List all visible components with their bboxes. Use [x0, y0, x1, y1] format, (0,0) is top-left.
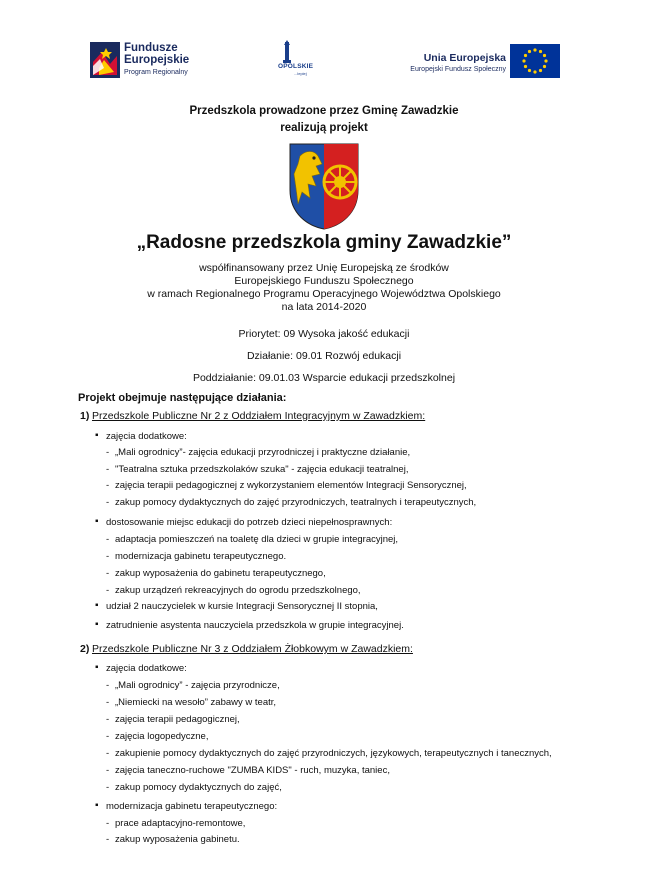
- list-item: ▪ zajęcia dodatkowe:: [106, 431, 187, 442]
- eu-flag-icon: [510, 44, 560, 78]
- list-item: ▪ dostosowanie miejsc edukacji do potrzeb dzieci niepełnosprawnych:: [106, 517, 392, 528]
- list-item: ▪ zatrudnienie asystenta nauczyciela przedszkola w grupie integracyjnej.: [106, 620, 404, 631]
- list-item: - adaptacja pomieszczeń na toaletę dla dzieci w grupie integracyjnej,: [115, 534, 398, 545]
- logo-strip: [0, 40, 648, 86]
- cofin-line: Europejskiego Funduszu Społecznego: [234, 275, 414, 287]
- activities-heading: Projekt obejmuje następujące działania:: [78, 392, 287, 404]
- list-item: - zajęcia terapii pedagogicznej,: [115, 714, 240, 725]
- opolskie-tagline: ...lepiej: [294, 71, 307, 76]
- kindergarten-2-heading: [80, 643, 413, 655]
- kindergarten-2-number: 2): [80, 643, 90, 655]
- list-item: - "Teatralna sztuka przedszkolaków szuka" - zajęcia edukacji teatralnej,: [115, 464, 408, 475]
- list-item: - modernizacja gabinetu terapeutycznego.: [115, 551, 286, 562]
- list-item: - zakup pomocy dydaktycznych do zajęć,: [115, 782, 282, 793]
- fe-line3: Program Regionalny: [124, 69, 188, 76]
- list-item: - zajęcia terapii pedagogicznej z wykorzystaniem elementów Integracji Sensorycznej,: [115, 480, 467, 491]
- opolskie-wordmark: OPOLSKIE: [278, 63, 314, 70]
- action-line: Działanie: 09.01 Rozwój edukacji: [246, 350, 402, 362]
- cofin-line: w ramach Regionalnego Programu Operacyjnego Województwa Opolskiego: [147, 288, 501, 300]
- list-item: - „Mali ogrodnicy” - zajęcia przyrodnicze,: [115, 680, 280, 691]
- subaction-line: Poddziałanie: 09.01.03 Wsparcie edukacji przedszkolnej: [192, 372, 456, 384]
- kindergarten-1-title: Przedszkole Publiczne Nr 2 z Oddziałem Integracyjnym w Zawadzkiem:: [91, 410, 426, 422]
- list-item: ▪ udział 2 nauczycielek w kursie Integracji Sensorycznej II stopnia,: [106, 601, 378, 612]
- cofin-line: współfinansowany przez Unię Europejską ze środków: [199, 262, 449, 274]
- opolskie-tower-icon: [280, 40, 294, 64]
- list-item: - zakup wyposażenia gabinetu.: [115, 834, 240, 845]
- list-item: - zakupienie pomocy dydaktycznych do zajęć przyrodniczych, językowych, terapeutycznych i tanecznych,: [115, 748, 552, 759]
- ue-line2: Europejski Fundusz Społeczny: [410, 66, 506, 73]
- cofin-line: na lata 2014-2020: [281, 301, 367, 313]
- fundusze-europejskie-logo: [90, 42, 200, 84]
- unia-europejska-logo: [398, 44, 568, 84]
- project-title: „Radosne przedszkola gminy Zawadzkie”: [136, 232, 512, 253]
- kindergarten-2-title: Przedszkole Publiczne Nr 3 z Oddziałem Żłobkowym w Zawadzkiem:: [91, 643, 413, 655]
- list-item: - prace adaptacyjno-remontowe,: [115, 818, 245, 829]
- list-item: - zakup wyposażenia do gabinetu terapeutycznego,: [115, 568, 326, 579]
- list-item: - zajęcia logopedyczne,: [115, 731, 208, 742]
- intro-line2: realizują projekt: [280, 122, 368, 134]
- opolskie-logo: [268, 40, 328, 82]
- list-item: - zakup urządzeń rekreacyjnych do ogrodu przedszkolnego,: [115, 585, 361, 596]
- list-item: ▪ zajęcia dodatkowe:: [106, 663, 187, 674]
- priority-line: Priorytet: 09 Wysoka jakość edukacji: [238, 328, 410, 340]
- fundusze-europejskie-mark-icon: [90, 42, 120, 78]
- kindergarten-1-heading: [80, 410, 425, 422]
- list-item: - zakup pomocy dydaktycznych do zajęć przyrodniczych, teatralnych i terapeutycznych,: [115, 497, 476, 508]
- list-item: - „Mali ogrodnicy”- zajęcia edukacji przyrodniczej i praktyczne działanie,: [115, 447, 410, 458]
- intro-line1: Przedszkola prowadzone przez Gminę Zawadzkie: [189, 105, 459, 117]
- fe-line2: Europejskie: [124, 54, 190, 66]
- cofinancing-statement: [0, 262, 648, 314]
- ue-line1: Unia Europejska: [423, 52, 506, 64]
- intro-heading: [0, 103, 648, 137]
- kindergarten-1-number: 1): [80, 410, 90, 422]
- fe-line1: Fundusze: [124, 42, 178, 54]
- list-item: ▪ modernizacja gabinetu terapeutycznego:: [106, 801, 277, 812]
- zawadzkie-coat-of-arms-icon: [288, 142, 360, 230]
- list-item: - zajęcia taneczno-ruchowe "ZUMBA KIDS" - ruch, muzyka, taniec,: [115, 765, 390, 776]
- list-item: - „Niemiecki na wesoło” zabawy w teatr,: [115, 697, 276, 708]
